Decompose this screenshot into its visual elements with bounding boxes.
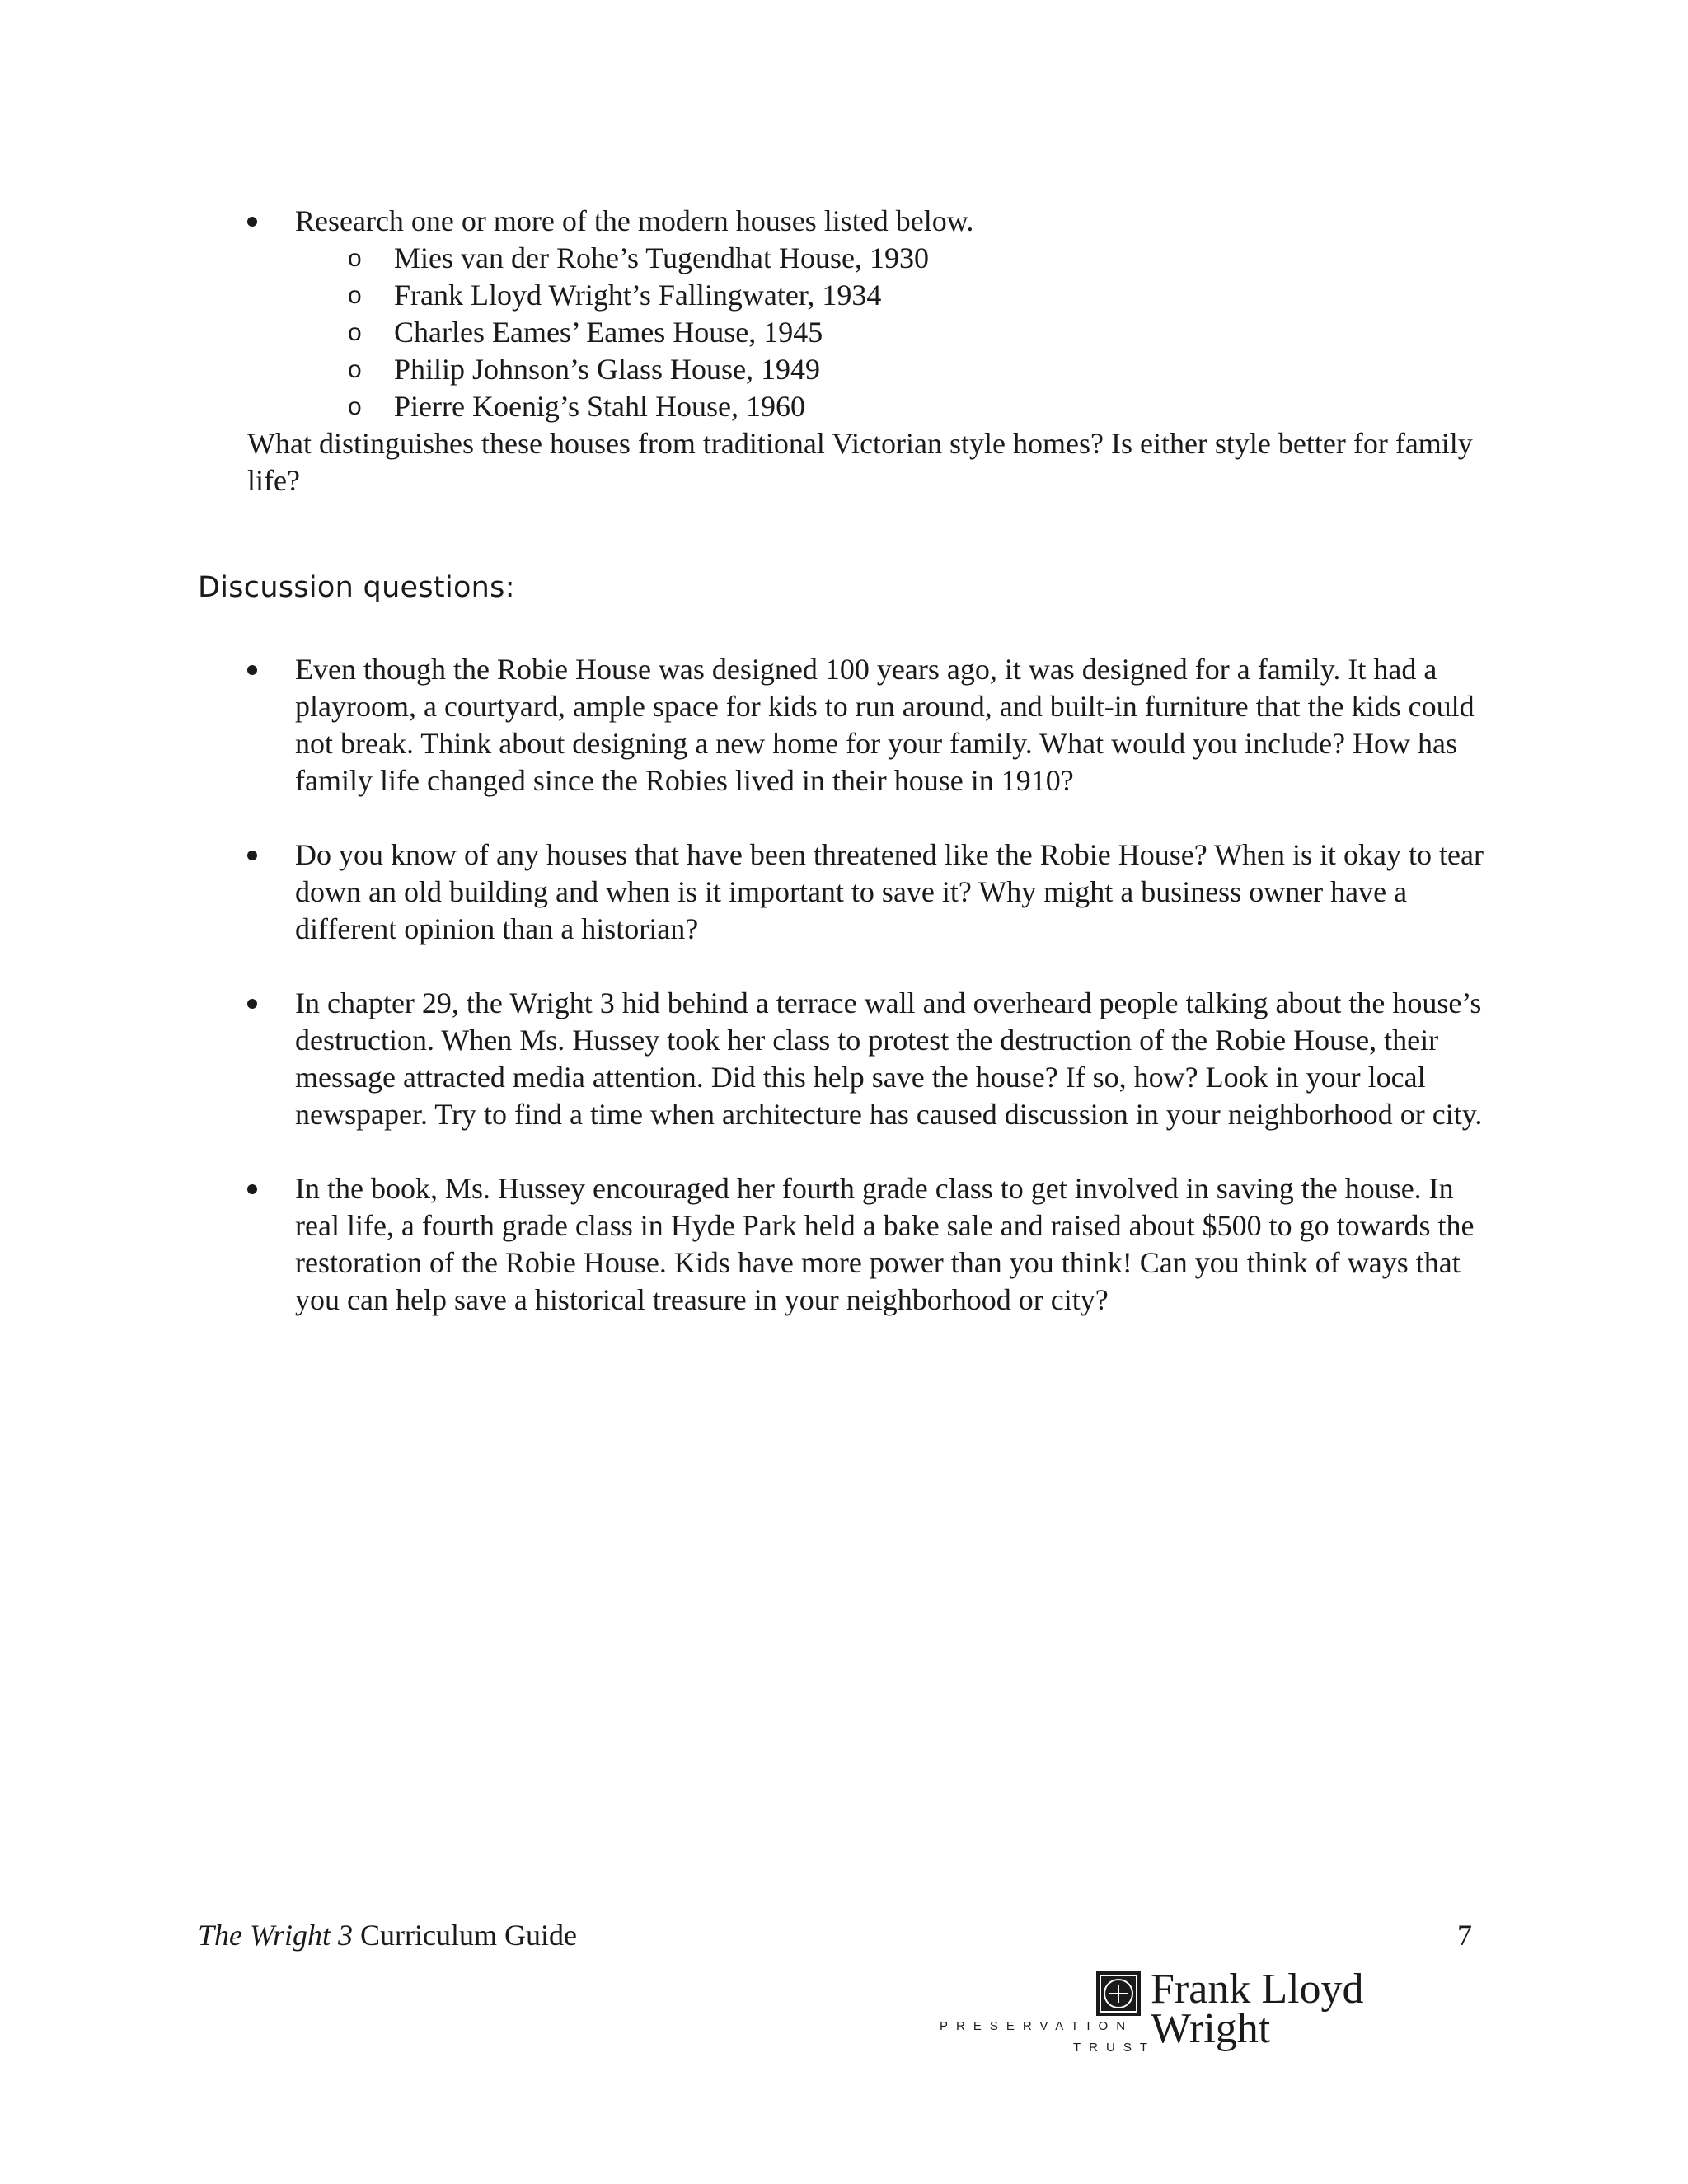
discussion-text: Do you know of any houses that have been threatened like the Robie House? When is it okay to tear down an old building and when is it important to save it? Why might a business owner have a different opinion than a historian?: [295, 838, 1484, 945]
page-number: 7: [1457, 1919, 1472, 1952]
bullet-icon: [247, 851, 257, 860]
sub-bullet-icon: o: [348, 245, 362, 272]
house-name: Pierre Koenig’s Stahl House, 1960: [394, 390, 805, 423]
house-item: [247, 314, 1484, 351]
discussion-item: [247, 651, 1484, 799]
modern-houses-list: [247, 240, 1484, 425]
bullet-icon: [247, 217, 257, 227]
logo-name-line-1: Frank Lloyd: [1151, 1966, 1364, 2013]
closing-question: What distinguishes these houses from traditional Victorian style homes? Is either style better for family life?: [247, 427, 1473, 497]
logo-sub-line-2: TRUST: [1073, 2041, 1156, 2055]
bullet-icon: [247, 999, 257, 1009]
discussion-list: [247, 651, 1484, 1356]
footer-title-rest: Curriculum Guide: [353, 1919, 577, 1952]
house-item: [247, 240, 1484, 277]
discussion-text: In the book, Ms. Hussey encouraged her fourth grade class to get involved in saving the house. In real life, a fourth grade class in Hyde Park held a bake sale and raised about $500 to go towards the restoration of the Robie House. Kids have more power than you think! Can you think of ways that you can help save a historical treasure in your neighborhood or city?: [295, 1172, 1475, 1316]
house-name: Mies van der Rohe’s Tugendhat House, 1930: [394, 241, 929, 274]
sub-bullet-icon: o: [348, 282, 362, 309]
discussion-item: [247, 1170, 1484, 1319]
logo-mark-icon: [1096, 1971, 1141, 2016]
logo-name-line-2: Wright: [1151, 2005, 1271, 2052]
research-section: [247, 203, 1484, 499]
flw-trust-logo: [940, 1966, 1376, 2062]
house-item: [247, 351, 1484, 388]
discussion-text: Even though the Robie House was designed 100 years ago, it was designed for a family. It had a playroom, a courtyard, ample space for kids to run around, and built-in furniture that the kids could not break. Think about designing a new home for your family. What would you include? How has family life changed since the Robies lived in their house in 1910?: [295, 653, 1475, 797]
research-intro: Research one or more of the modern houses listed below.: [295, 204, 974, 237]
sub-bullet-icon: o: [348, 356, 362, 383]
house-item: [247, 388, 1484, 425]
discussion-item: [247, 985, 1484, 1133]
house-name: Charles Eames’ Eames House, 1945: [394, 316, 823, 349]
research-bullet: [247, 203, 1484, 240]
sub-bullet-icon: o: [348, 393, 362, 420]
logo-sub-line-1: PRESERVATION: [940, 2019, 1134, 2033]
discussion-text: In chapter 29, the Wright 3 hid behind a terrace wall and overheard people talking about the house’s destruction. When Ms. Hussey took her class to protest the destruction of the Robie House, their message attracted media attention. Did this help save the house? If so, how? Look in your local newspaper. Try to find a time when architecture has caused discussion in your neighborhood or city.: [295, 987, 1483, 1131]
discussion-item: [247, 837, 1484, 948]
house-name: Philip Johnson’s Glass House, 1949: [394, 353, 821, 386]
footer-title-italic: The Wright 3: [198, 1919, 354, 1952]
house-name: Frank Lloyd Wright’s Fallingwater, 1934: [394, 279, 882, 312]
footer-title: [198, 1917, 577, 1954]
discussion-heading: Discussion questions:: [198, 571, 515, 604]
bullet-icon: [247, 1184, 257, 1194]
bullet-icon: [247, 665, 257, 675]
house-item: [247, 277, 1484, 314]
sub-bullet-icon: o: [348, 319, 362, 346]
